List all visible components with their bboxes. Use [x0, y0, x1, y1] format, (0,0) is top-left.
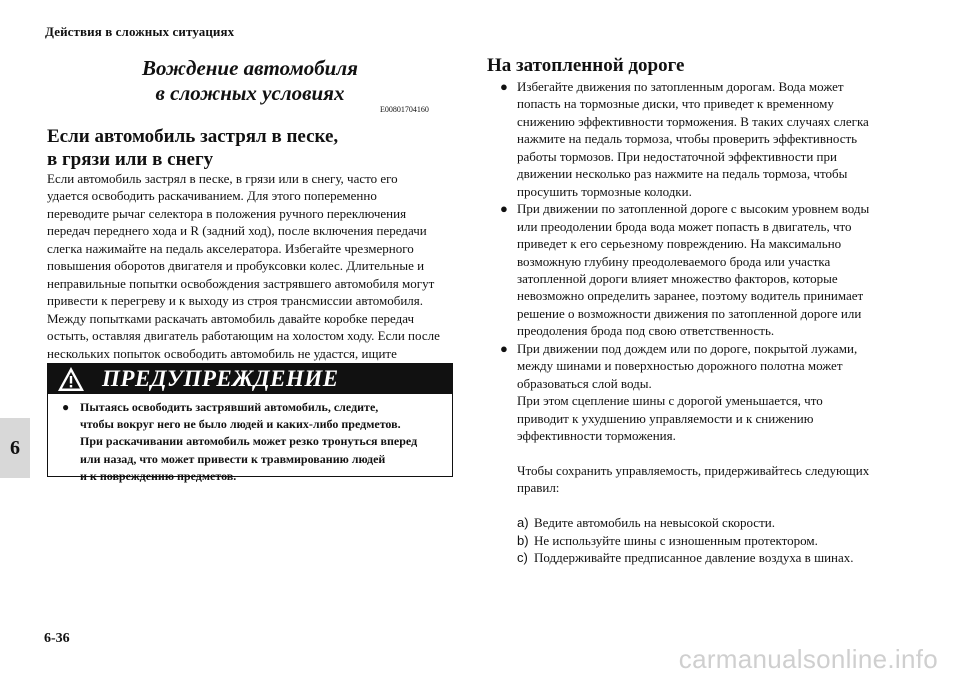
warning-title-bar: [48, 364, 452, 394]
text-line: слегка нажимайте на педаль акселератора. Избегайте чрезмерного: [47, 240, 414, 256]
text-line: При этом сцепление шины с дорогой уменьшается, что: [517, 393, 823, 409]
rule-item: [500, 549, 895, 566]
section-code: E00801704160: [380, 105, 429, 114]
rule-item: [500, 514, 895, 531]
text-line: Избегайте движения по затопленным дорогам. Вода может: [517, 79, 844, 94]
text-line: удается освободить раскачиванием. Для этого попеременно: [47, 188, 377, 204]
rule-item: [500, 532, 895, 549]
warning-triangle-icon: [56, 365, 86, 393]
text-line: возможную глубину преодолеваемого брода или участка: [517, 253, 831, 269]
rule-text: Ведите автомобиль на невысокой скорости.: [534, 515, 775, 531]
text-line: попасть на тормозные диски, что приведет к временному: [517, 96, 834, 112]
text-line: переводите рычаг селектора в положения ручного переключения: [47, 205, 407, 221]
text-line: При движении по затопленной дороге с высоким уровнем воды: [517, 201, 870, 217]
stuck-paragraph: [47, 170, 457, 379]
bullet-item: [500, 200, 895, 340]
text-line: Если автомобиль застрял в песке, в грязи или в снегу, часто его: [47, 171, 398, 186]
text-line: просушить тормозные колодки.: [517, 183, 692, 199]
section-heading-line2: в сложных условиях: [155, 81, 345, 105]
text-line: снижению эффективности торможения. В таких случаях слегка: [517, 113, 869, 129]
warning-line-text: Пытаясь освободить застрявший автомобиль, следите,: [80, 400, 379, 414]
warning-text: [62, 399, 442, 485]
flooded-heading: На затопленной дороге: [487, 55, 685, 76]
text-line: образоваться слой воды.: [517, 375, 652, 391]
text-line: преодоления брода под свою ответственность.: [517, 323, 775, 339]
text-line: повышения оборотов двигателя и пробуксовки колес. Длительные и: [47, 258, 425, 274]
section-heading-line1: Вождение автомобиля: [142, 56, 358, 80]
text-line: привести к перегреву и к выходу из строя трансмиссии автомобиля.: [47, 293, 423, 309]
text-line: Между попытками раскачать автомобиль давайте коробке передач: [47, 310, 414, 326]
section-heading: [45, 56, 455, 106]
rule-text: Не используйте шины с изношенным протектором.: [534, 532, 818, 548]
text-line: затопленной дороги влияет множество факторов, которые: [517, 270, 838, 286]
warning-line: [62, 399, 442, 416]
text-line: остыть, оставляя двигатель работающим на холостом ходу. Если после: [47, 328, 440, 344]
bullet-icon: ●: [500, 79, 508, 94]
page-number: 6-36: [44, 631, 70, 646]
rule-marker: c): [517, 550, 528, 566]
text-line: передач переднего хода и R (задний ход), после включения передачи: [47, 223, 427, 239]
text-line: неправильные попытки освобождения застрявшего автомобиля могут: [47, 275, 435, 291]
text-line: правил:: [517, 480, 560, 496]
warning-box: [47, 363, 453, 483]
bullet-icon: ●: [500, 340, 508, 356]
flooded-content: [500, 78, 895, 567]
text-line: При движении под дождем или по дороге, покрытой лужами,: [517, 340, 858, 356]
text-line: решение о возможности движения по затопленной дороге или: [517, 305, 862, 321]
bullet-icon: ●: [62, 400, 70, 414]
stuck-heading-line1: Если автомобиль застрял в песке,: [47, 126, 339, 147]
rule-marker: b): [517, 532, 529, 548]
bullet-item: [500, 340, 895, 445]
spacer: [500, 445, 895, 462]
text-line: невозможно определить заранее, поэтому водитель принимает: [517, 288, 864, 304]
rule-text: Поддерживайте предписанное давление воздуха в шинах.: [534, 550, 854, 566]
warning-line: и к повреждению предметов.: [80, 468, 237, 483]
stuck-heading-line2: в грязи или в снегу: [47, 149, 214, 170]
warning-line: чтобы вокруг него не было людей и каких-либо предметов.: [80, 417, 401, 432]
watermark: carmanualsonline.info: [678, 644, 938, 674]
text-line: Чтобы сохранить управляемость, придерживайтесь следующих: [517, 462, 870, 478]
text-line: приводит к ухудшению управляемости и к снижению: [517, 410, 814, 426]
text-line: или преодолении брода вода может попасть в двигатель, что: [517, 218, 852, 234]
bullet-icon: ●: [500, 201, 508, 217]
stuck-heading: [47, 125, 457, 171]
text-line: приведет к его серьезному повреждению. На максимально: [517, 236, 842, 252]
running-header: Действия в сложных ситуациях: [45, 24, 235, 39]
text-line: работы тормозов. При недостаточной эффективности при: [517, 148, 837, 164]
bullet-item: [500, 78, 895, 200]
text-line: эффективности торможения.: [517, 428, 676, 444]
rule-marker: a): [517, 515, 529, 531]
text-line: нажмите на педаль тормоза, чтобы проверить эффективность: [517, 131, 858, 147]
chapter-tab: 6: [0, 418, 30, 478]
text-line: нескольких попыток освободить автомобиль не удастся, ищите: [47, 345, 397, 361]
warning-title: ПРЕДУПРЕЖДЕНИЕ: [102, 366, 339, 391]
warning-line: При раскачивании автомобиль может резко тронуться вперед: [80, 434, 418, 449]
warning-line: или назад, что может привести к травмированию людей: [80, 451, 386, 466]
spacer: [500, 497, 895, 514]
text-line: между шинами и поверхностью дорожного полотна может: [517, 358, 843, 374]
text-line: движении несколько раз нажмите на педаль тормоза, чтобы: [517, 166, 848, 182]
